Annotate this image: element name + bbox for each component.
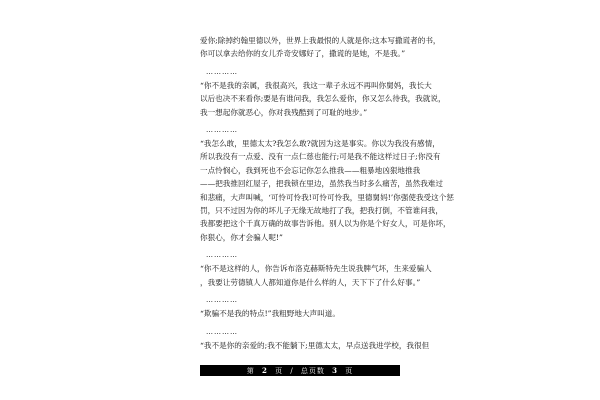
footer-prefix: 第 bbox=[246, 367, 255, 375]
text-line: “你不是这样的人，你告诉布洛克赫斯特先生说我脾气坏，生来爱骗人 bbox=[200, 264, 432, 274]
text-line: 我一想起你就恶心，你对我残酷到了可耻的地步。” bbox=[200, 107, 368, 117]
paragraph bbox=[200, 307, 400, 320]
text-line: ——把我推回红屋子，把我锁在里边，虽然我当时多么痛苦，虽然我难过 bbox=[200, 179, 443, 189]
text-line: 和悲痛，大声叫喊，‘可怜可怜我!可怜可怜我，里德舅妈!’你强使我受这个惩 bbox=[200, 192, 454, 202]
text-line: “欺骗不是我的特点!”我粗野地大声叫道。 bbox=[200, 309, 340, 319]
current-page-number: 2 bbox=[261, 366, 268, 375]
paragraph bbox=[200, 339, 430, 352]
paragraph bbox=[200, 262, 432, 289]
footer-page-unit: 页 bbox=[275, 367, 284, 375]
paragraph bbox=[200, 34, 441, 61]
page-footer bbox=[200, 365, 400, 376]
text-line: 爱你;除掉约翰里德以外，世界上我最恨的人就是你;这本写撒谎者的书， bbox=[200, 36, 441, 45]
text-line: 罚，只不过因为你的坏儿子无缘无故地打了我，把我打倒，不管谁问我， bbox=[200, 206, 443, 216]
text-line: 所以我没有一点爱、没有一点仁慈也能行;可是我不能这样过日子;你没有 bbox=[200, 152, 441, 162]
footer-total-label: 总页数 bbox=[300, 367, 325, 375]
text-line: 一点怜悯心，我到死也不会忘记你怎么推我——粗暴地凶狠地推我 bbox=[200, 165, 421, 175]
ellipsis-separator: ………… bbox=[206, 251, 238, 260]
text-line: 你狠心，你才会骗人呢!” bbox=[200, 232, 283, 242]
ellipsis-separator: ………… bbox=[206, 67, 238, 76]
footer-separator: / bbox=[290, 367, 294, 375]
text-line: “你不是我的亲属，我很高兴，我这一辈子永远不再叫你舅妈，我长大 bbox=[200, 80, 432, 90]
text-line: 你可以拿去给你的女儿乔奇安娜好了，撒谎的是她，不是我。” bbox=[200, 49, 406, 59]
paragraph bbox=[200, 79, 446, 119]
paragraph bbox=[200, 137, 454, 244]
text-line: 我都要把这个千真万确的故事告诉他。别人以为你是个好女人，可是你坏， bbox=[200, 219, 451, 229]
text-line: ，我要让劳德镇人人都知道你是什么样的人，天下下了什么好事。” bbox=[200, 277, 421, 287]
text-line: 以后也决不来看你;要是有谁问我，我怎么爱你，你又怎么待我，我就说， bbox=[200, 94, 446, 104]
text-line: “我不是你的亲爱的;我不能躺下;里德太太，早点送我进学校，我很但 bbox=[200, 340, 430, 350]
document-page bbox=[200, 34, 454, 357]
total-pages-number: 3 bbox=[332, 366, 339, 375]
ellipsis-separator: ………… bbox=[206, 327, 238, 336]
text-line: “我怎么敢，里德太太?我怎么敢?就因为这是事实。你以为我没有感情， bbox=[200, 139, 440, 149]
footer-total-unit: 页 bbox=[345, 367, 354, 375]
ellipsis-separator: ………… bbox=[206, 126, 238, 135]
ellipsis-separator: ………… bbox=[206, 296, 238, 305]
